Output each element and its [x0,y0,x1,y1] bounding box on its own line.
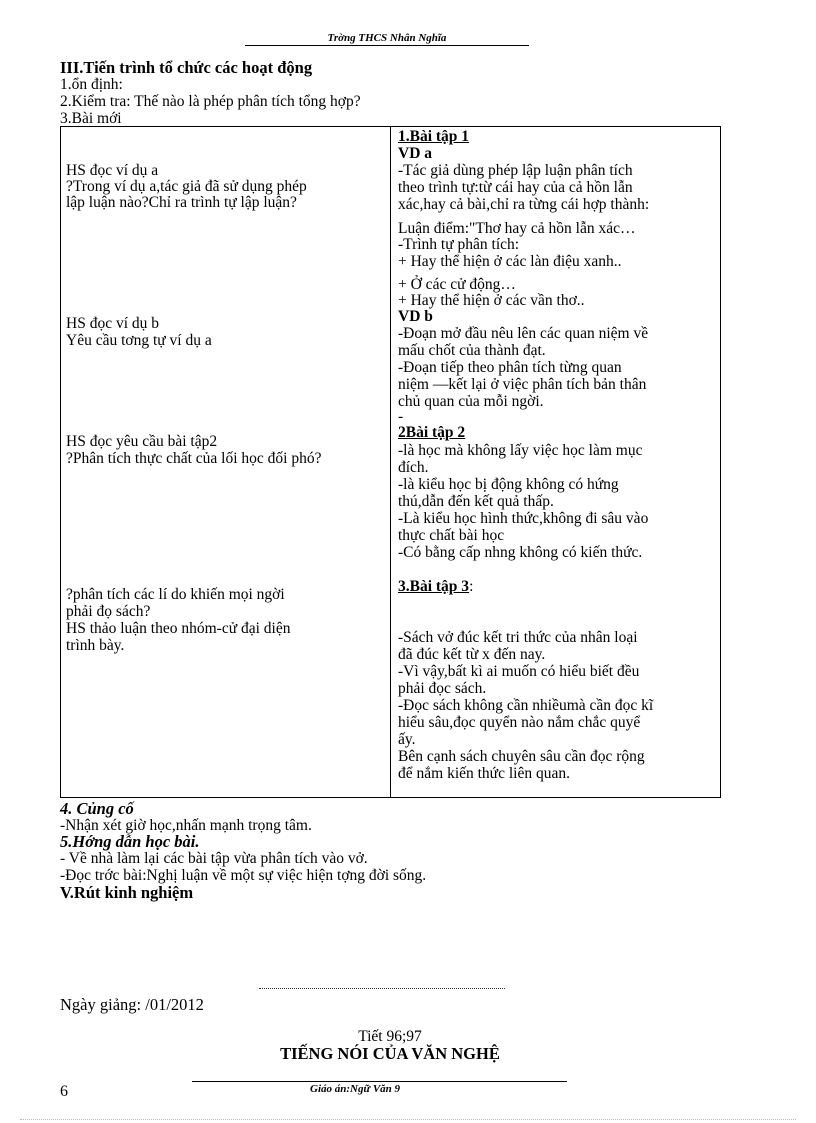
content-line: chủ quan của mỗi ngời. [398,393,544,410]
left-line: HS thảo luận theo nhóm-cử đại diện [66,620,291,637]
example-a-label: VD a [398,145,433,162]
step-3: 3.Bài mới [60,110,122,127]
exercise-3-colon: : [469,578,474,595]
content-line: đích. [398,459,429,476]
left-line: Yêu cầu tơng tự ví dụ a [66,332,212,349]
content-line: theo trình tự:từ cái hay của cả hồn lẫn [398,179,633,196]
content-line: -Vì vậy,bất kì ai muốn có hiểu biết đều [398,663,640,680]
content-line: xác,hay cả bài,chỉ ra từng cái hợp thành: [398,196,650,213]
content-line: -Đoạn tiếp theo phân tích từng quan [398,359,622,376]
left-line: lập luận nào?Chỉ ra trình tự lập luận? [66,194,297,211]
left-line: ?Trong ví dụ a,tác giả đã sử dụng phép [66,178,307,195]
content-line: hiểu sâu,đọc quyển nào nắm chắc quyể [398,714,641,731]
left-line: ?phân tích các lí do khiến mọi ngời [66,586,285,603]
content-line: thú,dẫn đến kết quả thấp. [398,493,554,510]
exercise-2-title: 2Bài tập 2 [398,424,466,441]
left-line: trình bày. [66,637,125,654]
lesson-table [60,126,721,798]
content-line: -Là kiểu học hình thức,không đi sâu vào [398,510,649,527]
content-line: thực chất bài học [398,527,505,544]
content-line: + Hay thể hiện ở các vần thơ.. [398,292,585,309]
content-line: mấu chốt của thành đạt. [398,342,546,359]
content-line: -Sách vở đúc kết tri thức của nhân loại [398,629,638,646]
exercise-3-label: 3.Bài tập 3 [398,578,470,595]
content-line: -Đoạn mở đầu nêu lên các quan niệm về [398,325,649,342]
separator-line [259,988,505,989]
section-title: III.Tiến trình tổ chức các hoạt động [60,58,313,77]
section-5-line: -Đọc trớc bài:Nghị luận về một sự việc hiện tợng đời sống. [60,867,427,884]
exercise-1-title: 1.Bài tập 1 [398,128,470,145]
left-line: HS đọc ví dụ b [66,315,159,332]
content-column [391,127,721,798]
content-line: - [398,408,404,425]
teaching-date: Ngày giảng: /01/2012 [60,995,204,1014]
footer-rule [192,1081,567,1082]
content-line: -là học mà không lấy việc học làm mục [398,442,643,459]
page-edge [20,1119,796,1120]
content-line: đã đúc kết từ x đến nay. [398,646,546,663]
left-line: HS đọc yêu cầu bài tập2 [66,433,218,450]
content-line: ấy. [398,731,416,748]
content-line: để nắm kiến thức liên quan. [398,765,570,782]
example-b-label: VD b [398,308,433,325]
section-6-title: V.Rút kinh nghiệm [60,883,194,902]
section-5-title: 5.Hớng dẫn học bài. [60,832,200,851]
section-5-line: - Về nhà làm lại các bài tập vừa phân tích vào vở. [60,850,368,867]
left-line: phải đọ sách? [66,603,151,620]
page-footer: Giáo án:Ngữ Văn 9 [310,1083,401,1095]
content-line: -là kiểu học bị động không có hứng [398,476,619,493]
content-line: Bên cạnh sách chuyên sâu cần đọc rộng [398,748,645,765]
page-number: 6 [60,1083,68,1100]
content-line: Luận điểm:"Thơ hay cả hồn lẫn xác… [398,220,636,237]
step-1: 1.ổn định: [60,76,123,93]
left-line: ?Phân tích thực chất của lối học đối phó? [66,450,322,467]
exercise-3-title [398,579,473,595]
section-4-title: 4. Củng cố [60,799,134,818]
content-line: -Tác giả dùng phép lập luận phân tích [398,162,633,179]
step-2: 2.Kiểm tra: Thế nào là phép phân tích tổng hợp? [60,93,361,110]
lesson-title: TIẾNG NÓI CỦA VĂN NGHỆ [280,1044,500,1063]
content-line: niệm —kết lại ở việc phân tích bản thân [398,376,647,393]
content-line: + Ở các cử động… [398,276,516,293]
lesson-number: Tiết 96;97 [358,1028,422,1045]
content-line: -Trình tự phân tích: [398,236,520,253]
left-line: HS đọc ví dụ a [66,162,159,179]
page-header: Trờng THCS Nhân Nghĩa [245,32,529,46]
content-line: + Hay thể hiện ở các làn điệu xanh.. [398,253,622,270]
content-line: phải đọc sách. [398,680,487,697]
content-line: -Có bằng cấp nhng không có kiến thức. [398,544,643,561]
content-line: -Đọc sách không cần nhiềumà cần đọc kĩ [398,697,654,714]
section-4-line: -Nhận xét giờ học,nhấn mạnh trọng tâm. [60,817,312,834]
teacher-student-column [61,127,391,798]
